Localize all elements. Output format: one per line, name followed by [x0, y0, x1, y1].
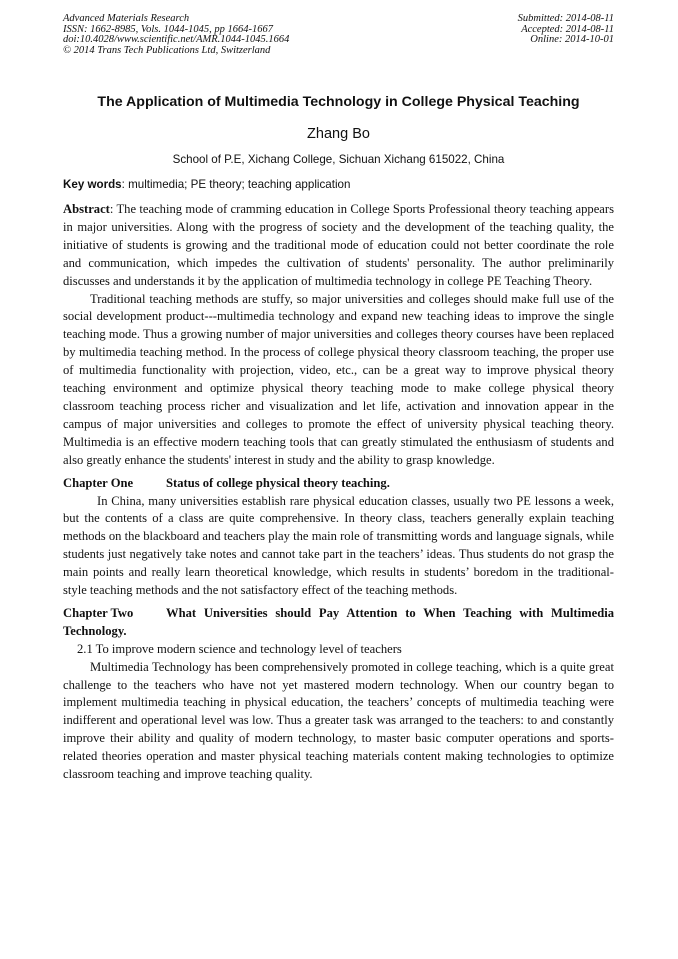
journal-header: [63, 14, 614, 64]
issn-line: ISSN: 1662-8985, Vols. 1044-1045, pp 1664-1667: [63, 23, 273, 35]
paper-page: [63, 14, 614, 784]
publication-info: [63, 14, 289, 56]
chapter-one-label: Chapter One: [63, 475, 134, 490]
chapter-two-heading: [63, 605, 614, 641]
chapter-one-title: Status of college physical theory teaching.: [166, 475, 390, 490]
chapter-one-paragraph: In China, many universities establish rare physical education classes, usually two PE lessons a week, but the contents of a class are quite comprehensive. In theory class, teachers generally explain teaching methods on the blackboard and teachers play the main role of transmitting words and language signals, while students just negatively take notes and cannot take part in the teachers’ ideas. Thus students do not grasp the main points and really learn theoretical knowledge, which results in students’ boredom in the traditional-style teaching methods and the not satisfactory effect of the teaching methods.: [63, 493, 614, 598]
paper-body: [63, 201, 614, 784]
accepted-date: Accepted: 2014-08-11: [521, 23, 614, 35]
chapter-two-title: What Universities should Pay Attention to When Teaching with Multimedia Technology.: [63, 605, 614, 638]
intro-paragraph: Traditional teaching methods are stuffy, so major universities and colleges should make full use of the social development product---multimedia technology and expand new teaching ideas to improve the single teaching mode. Thus a growing number of major universities and colleges theory courses have been replaced by multimedia teaching method. In the process of college physical theory classroom teaching, the proper use of multimedia functionality with projection, video, etc., can be a great way to improve physical theory teaching environment and optimize physical theory teaching mode to make college physical theory classroom teaching process richer and visualization and let life, activation and innovation appear in the campus of major universities and colleges to promote the effect of university physical teaching theory. Multimedia is an effective modern teaching tools that can greatly stimulated the enthusiasm of students and also greatly enhance the students' interest in study and the ability to grasp knowledge.: [63, 291, 614, 467]
chapter-two-label: Chapter Two: [63, 605, 134, 620]
abstract-label: Abstract: [63, 202, 110, 216]
author-affiliation: School of P.E, Xichang College, Sichuan Xichang 615022, China: [172, 153, 505, 166]
section-2-1-paragraph: Multimedia Technology has been comprehensively promoted in college teaching, which is a quite great challenge to the teachers who have not yet mastered modern technology. When our country began to implement multimedia teaching in physical education, the teachers’ concepts of multimedia teaching were indifferent and operational level was low. Thus a greater task was arranged to the teachers: to and constantly improve their ability and quality of modern technology, to master basic computer operations and sports-related theories operation and master physical teaching materials content making technologies to optimize classroom teaching and improve teaching quality.: [63, 659, 614, 782]
doi-line: doi:10.4028/www.scientific.net/AMR.1044-1045.1664: [63, 34, 290, 45]
paper-title: The Application of Multimedia Technology in College Physical Teaching: [97, 94, 580, 110]
submission-dates: [518, 14, 614, 46]
section-2-1-heading: 2.1 To improve modern science and technology level of teachers: [77, 641, 402, 656]
abstract-text: : The teaching mode of cramming education in College Sports Professional theory teaching appears in major universities. Along with the progress of society and the development of the teaching quality, the initiative of students is growing and the traditional mode of education could not better coordinate the role and communication, which impedes the cultivation of students' personality. The author preliminarily discusses and understands it by the application of multimedia technology in college PE Teaching Theory.: [63, 202, 614, 288]
abstract: [63, 201, 614, 291]
copyright-line: © 2014 Trans Tech Publications Ltd, Switzerland: [63, 44, 271, 56]
author-name: Zhang Bo: [307, 126, 370, 142]
online-date: Online: 2014-10-01: [530, 34, 614, 45]
journal-name: Advanced Materials Research: [63, 13, 190, 24]
keywords: [63, 178, 614, 191]
chapter-one-heading: [63, 475, 614, 493]
submitted-date: Submitted: 2014-08-11: [517, 13, 614, 24]
keywords-text: : multimedia; PE theory; teaching application: [121, 178, 351, 191]
keywords-label: Key words: [63, 178, 122, 191]
